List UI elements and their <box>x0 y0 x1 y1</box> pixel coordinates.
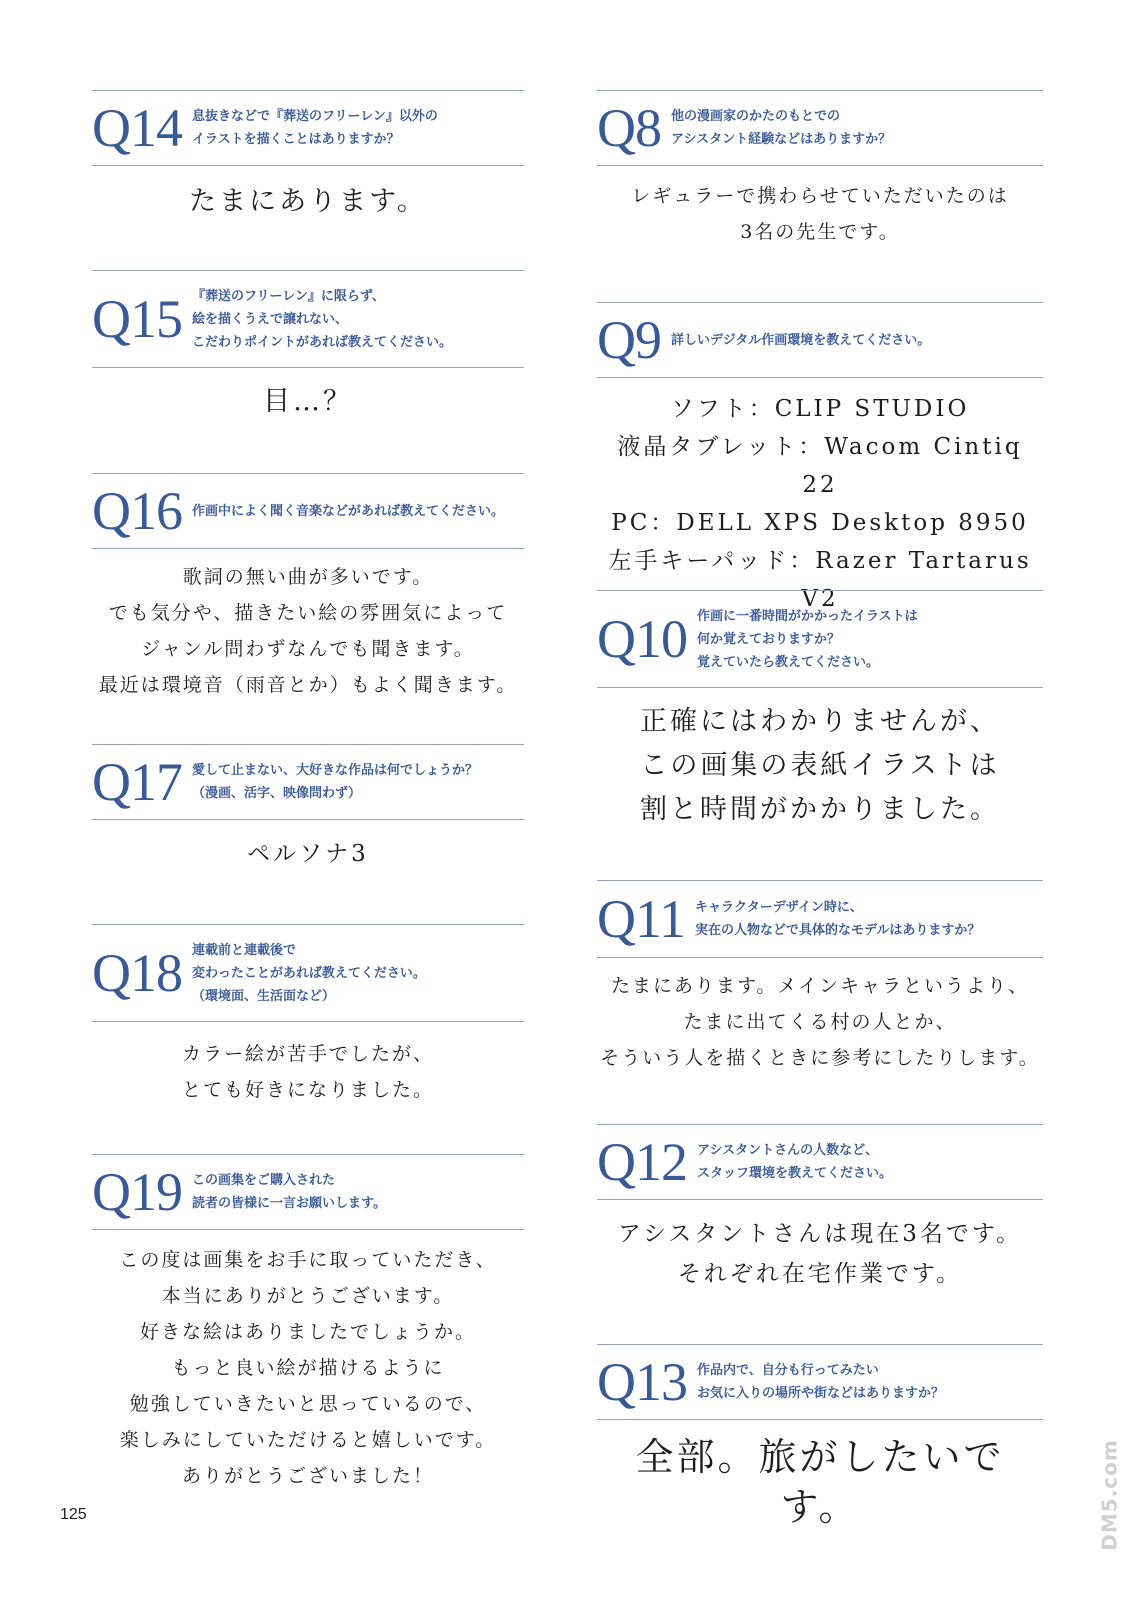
answer-text: たまにあります。 <box>189 186 427 217</box>
question-number: Q11 <box>597 889 685 949</box>
question-header <box>597 880 1043 958</box>
question-text: 作画に一番時間がかかったイラストは 何か覚えておりますか？ 覚えていたら教えてください。 <box>697 608 918 670</box>
question-number: Q9 <box>597 310 661 370</box>
question-header <box>597 302 1043 378</box>
qa-q11 <box>597 880 1043 1076</box>
qa-q9 <box>597 302 1043 618</box>
watermark-text: DM5.com <box>1098 1439 1123 1551</box>
question-text: 愛して止まない、大好きな作品は何でしょうか？ （漫画、活字、映像問わず） <box>192 763 479 801</box>
answer-text: 全部。旅がしたいです。 <box>635 1435 1005 1529</box>
question-header <box>92 744 524 820</box>
answer-text: 目…？ <box>263 386 353 417</box>
qa-q12 <box>597 1124 1043 1294</box>
answer-text: ソフト：CLIP STUDIO 液晶タブレット：Wacom Cintiq 22 PC：DELL XPS Desktop 8950 左手キーパッド：Razer Tartarus V2 <box>608 396 1032 612</box>
question-text: アシスタントさんの人数など、 スタッフ環境を教えてください。 <box>697 1143 893 1181</box>
qa-q16 <box>92 473 524 703</box>
question-header <box>92 473 524 549</box>
question-header <box>92 924 524 1022</box>
question-header <box>92 90 524 166</box>
question-number: Q14 <box>92 98 182 158</box>
question-number: Q18 <box>92 943 182 1003</box>
qa-q15 <box>92 270 524 424</box>
question-number: Q12 <box>597 1132 687 1192</box>
question-number: Q15 <box>92 289 182 349</box>
question-header <box>597 1124 1043 1200</box>
question-text: 『葬送のフリーレン』に限らず、 絵を描くうえで譲れない、 こだわりポイントがあれば教えてください。 <box>192 288 453 350</box>
answer-text: アシスタントさんは現在3名です。 それぞれ在宅作業です。 <box>617 1221 1023 1287</box>
answer-text: カラー絵が苦手でしたが、 とても好きになりました。 <box>181 1043 434 1101</box>
qa-q17 <box>92 744 524 874</box>
question-number: Q10 <box>597 609 687 669</box>
question-number: Q19 <box>92 1162 182 1222</box>
question-text: 他の漫画家のかたのもとでの アシスタント経験などはありますか？ <box>671 109 892 147</box>
question-text: 作品内で、自分も行ってみたい お気に入りの場所や街などはありますか？ <box>697 1363 945 1401</box>
question-number: Q16 <box>92 481 182 541</box>
question-number: Q17 <box>92 752 182 812</box>
answer-text: レギュラーで携わらせていただいたのは 3名の先生です。 <box>631 185 1009 243</box>
watermark-logo <box>1095 1400 1125 1590</box>
question-number: Q13 <box>597 1352 687 1412</box>
answer-text: 歌詞の無い曲が多いです。 でも気分や、描きたい絵の雰囲気によって ジャンル問わずなんでも聞きます。 最近は環境音（雨音とか）もよく聞きます。 <box>98 566 518 696</box>
question-number: Q8 <box>597 98 661 158</box>
question-text: 詳しいデジタル作画環境を教えてください。 <box>671 332 931 348</box>
answer-text: 正確にはわかりませんが、 この画集の表紙イラストは 割と時間がかかりました。 <box>640 706 1000 825</box>
question-header <box>92 270 524 368</box>
answer-text: この度は画集をお手に取っていただき、 本当にありがとうございます。 好きな絵はありましたでしょうか。 もっと良い絵が描けるように 勉強していきたいと思っているので、 楽しみにしていただけると嬉しいです。 ありがとうございました！ <box>119 1249 497 1487</box>
question-header <box>597 1344 1043 1420</box>
qa-q13 <box>597 1344 1043 1532</box>
question-text: 連載前と連載後で 変わったことがあれば教えてください。 （環境面、生活面など） <box>192 942 426 1004</box>
question-text: キャラクターデザイン時に、 実在の人物などで具体的なモデルはありますか？ <box>695 900 981 938</box>
qa-q14 <box>92 90 524 224</box>
question-text: この画集をご購入された 読者の皆様に一言お願いします。 <box>192 1173 386 1211</box>
question-text: 息抜きなどで『葬送のフリーレン』以外の イラストを描くことはありますか？ <box>192 109 438 147</box>
answer-text: ペルソナ3 <box>247 841 369 867</box>
answer-text: たまにあります。メインキャラというより、 たまに出てくる村の人とか、 そういう人を描くときに参考にしたりします。 <box>600 975 1040 1069</box>
question-header <box>597 90 1043 166</box>
page-number: 125 <box>60 1506 87 1523</box>
question-text: 作画中によく聞く音楽などがあれば教えてください。 <box>192 503 505 519</box>
question-header <box>597 590 1043 688</box>
qa-q18 <box>92 924 524 1108</box>
qa-q10 <box>597 590 1043 832</box>
qa-q8 <box>597 90 1043 250</box>
qa-q19 <box>92 1154 524 1494</box>
question-header <box>92 1154 524 1230</box>
